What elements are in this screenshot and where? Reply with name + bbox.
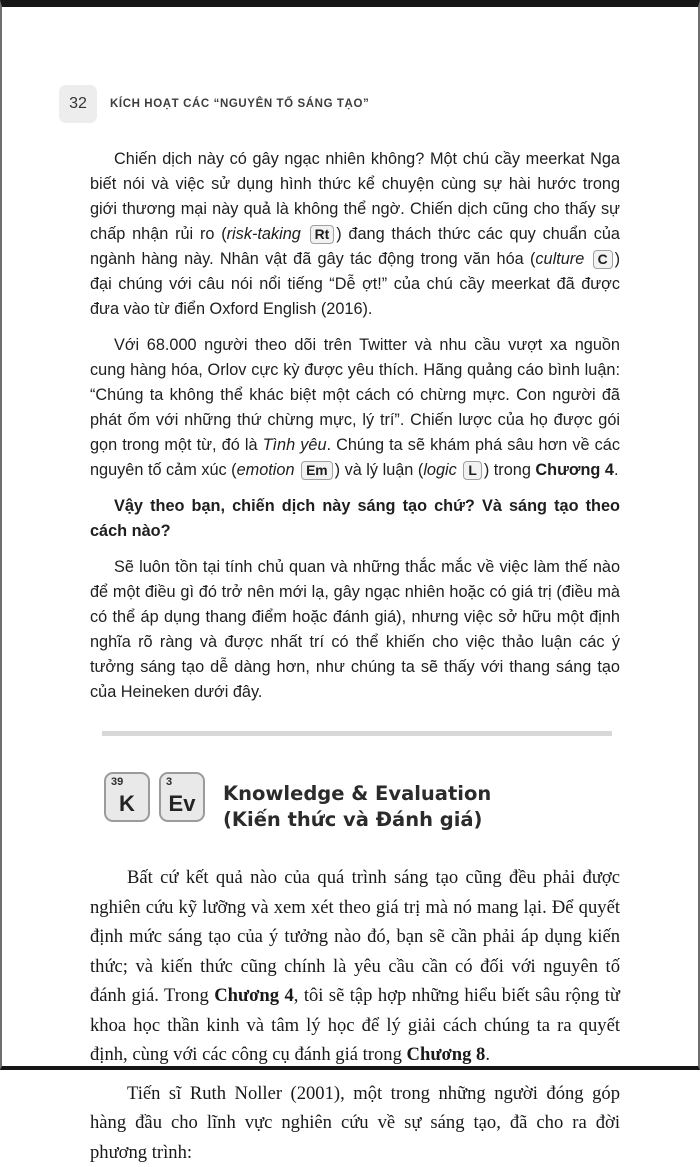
paragraph: Bất cứ kết quả nào của quá trình sáng tạo cũng đều phải được nghiên cứu kỹ lưỡng và xem xét theo giá trị mà nó mang lại. Để quyết định mức sáng tạo của ý tưởng nào đó, bạn sẽ cần phải áp dụng kiến thức; và kiến thức cũng chính là yêu cầu cần có đối với nguyên tố đánh giá. Trong Chương 4, tôi sẽ tập hợp những hiểu biết sâu rộng từ khoa học thần kinh và tâm lý học để lý giải cách chúng ta ra quyết định, cùng với các công cụ đánh giá trong Chương 8. xyxy=(90,863,620,1070)
element-badge-rt: Rt xyxy=(310,225,335,244)
element-badge-c: C xyxy=(593,250,613,269)
element-number: 3 xyxy=(166,776,172,788)
running-header-title: KÍCH HOẠT CÁC “NGUYÊN TỐ SÁNG TẠO” xyxy=(110,98,369,110)
paragraph: Sẽ luôn tồn tại tính chủ quan và những thắc mắc về việc làm thế nào để một điều gì đó trở nên mới lạ, gây ngạc nhiên hoặc có giá trị (điều mà có thể áp dụng thang điểm hoặc đánh giá), nhưng việc sở hữu một định nghĩa rõ ràng và được nhất trí có thể khiến cho việc thảo luận các ý tưởng sáng tạo dễ dàng hơn, như chúng ta sẽ thấy với thang sáng tạo của Heineken dưới đây. xyxy=(90,555,620,705)
element-badge-l: L xyxy=(463,461,481,480)
section-heading xyxy=(104,772,620,833)
serif-body xyxy=(90,863,620,1167)
paragraph: Tiến sĩ Ruth Noller (2001), một trong những người đóng góp hàng đầu cho lĩnh vực nghiên cứu về sự sáng tạo, đã cho ra đời phương trình: xyxy=(90,1079,620,1167)
running-header xyxy=(59,85,620,123)
element-symbol: K xyxy=(106,791,148,817)
section-divider xyxy=(102,731,612,736)
element-tile-k xyxy=(104,772,150,822)
page-number: 32 xyxy=(69,95,87,113)
element-badge-em: Em xyxy=(301,461,333,480)
page-content xyxy=(2,7,698,1167)
element-tile-ev xyxy=(159,772,205,822)
sans-body xyxy=(90,147,620,705)
section-title-en: Knowledge & Evaluation xyxy=(223,781,491,807)
paragraph: Chiến dịch này có gây ngạc nhiên không? Một chú cầy meerkat Nga biết nói và việc sử dụng hình thức kể chuyện cùng sự hài hước trong giới thương mại này quả là không thể ngờ. Chiến dịch cũng cho thấy sự chấp nhận rủi ro (risk-taking Rt ) đang thách thức các quy chuẩn của ngành hàng này. Nhân vật đã gây tác động trong văn hóa (culture C ) đại chúng với câu nói nổi tiếng “Dễ ợt!” của chú cầy meerkat đã được đưa vào từ điển Oxford English (2016). xyxy=(90,147,620,322)
element-symbol: Ev xyxy=(161,791,203,817)
page-number-box xyxy=(59,85,97,123)
element-number: 39 xyxy=(111,776,123,788)
section-title xyxy=(223,772,491,833)
question-paragraph: Vậy theo bạn, chiến dịch này sáng tạo chứ? Và sáng tạo theo cách nào? xyxy=(90,494,620,544)
section-title-vi: (Kiến thức và Đánh giá) xyxy=(223,807,491,833)
paragraph: Với 68.000 người theo dõi trên Twitter và nhu cầu vượt xa nguồn cung hàng hóa, Orlov cực kỳ được yêu thích. Hãng quảng cáo bình luận: “Chúng ta không thể khác biệt một cách có chừng mực. Con người đã phát ốm với những thứ chừng mực, lý trí”. Chiến lược của họ được gói gọn trong một từ, đó là Tình yêu. Chúng ta sẽ khám phá sâu hơn về các nguyên tố cảm xúc (emotion Em ) và lý luận (logic L ) trong Chương 4. xyxy=(90,333,620,483)
